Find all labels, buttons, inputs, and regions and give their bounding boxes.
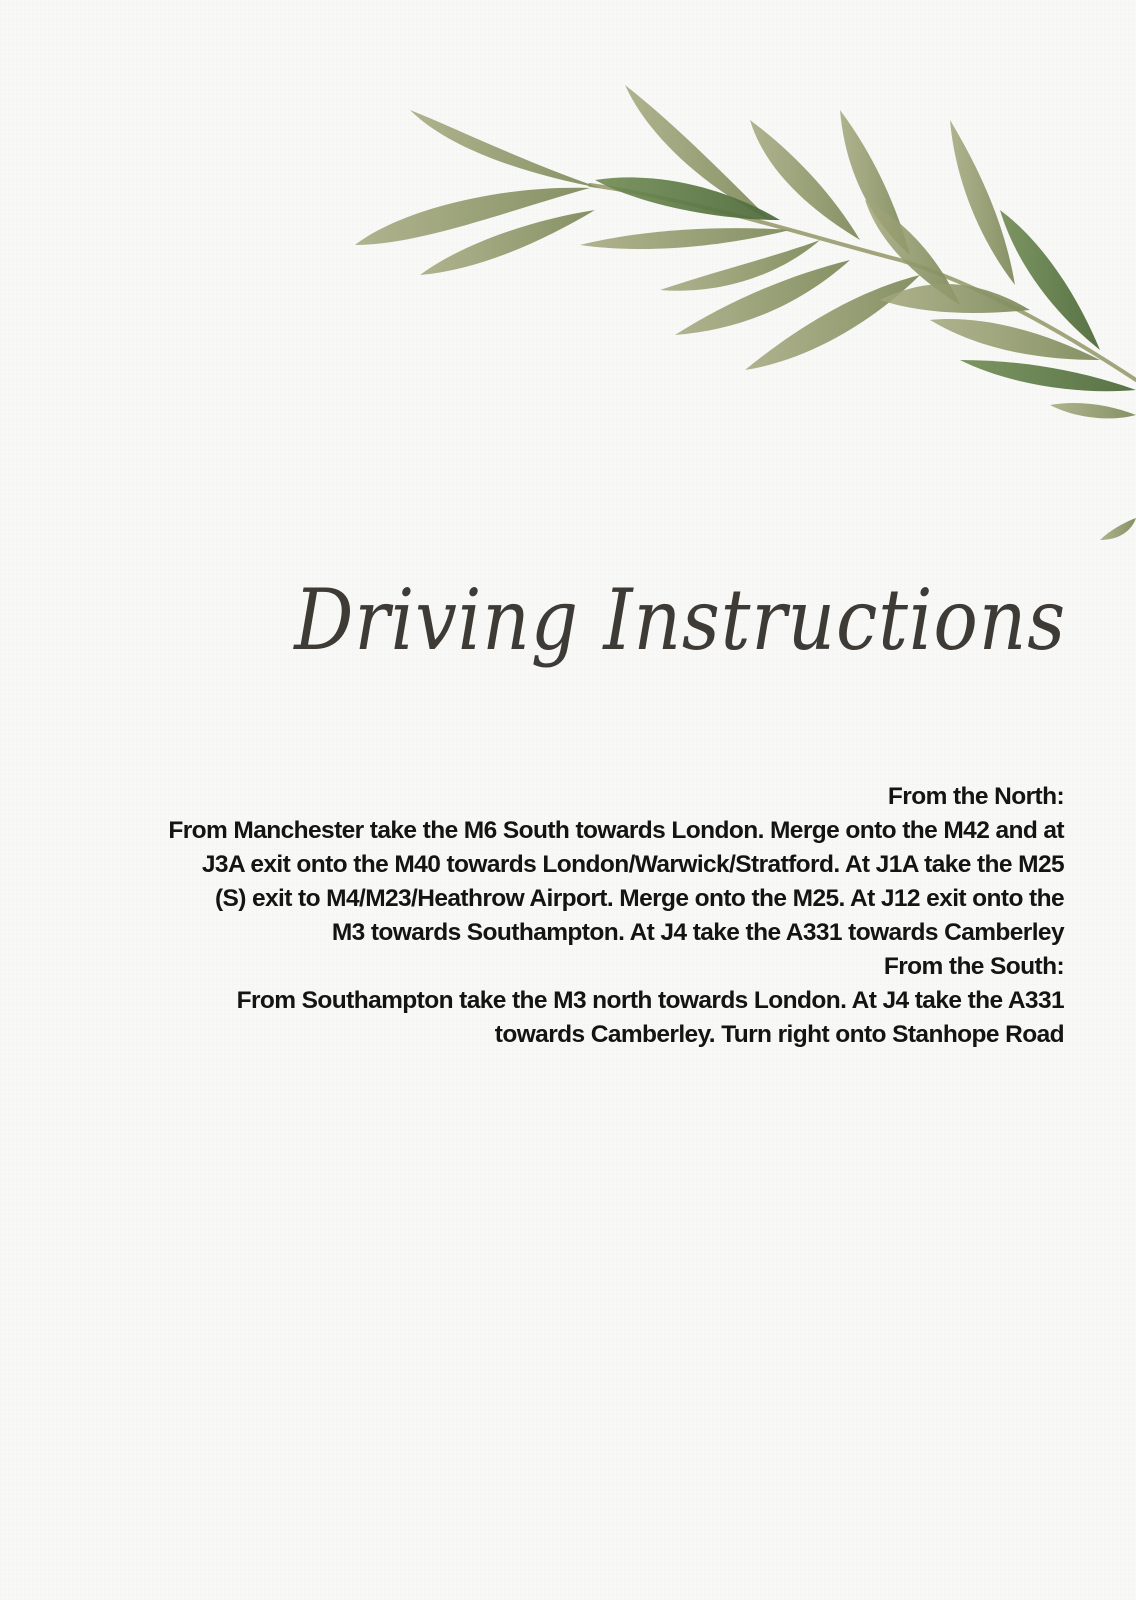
- north-line-3: (S) exit to M4/M23/Heathrow Airport. Merge onto the M25. At J12 exit onto the: [214, 885, 1064, 912]
- south-heading: From the South:: [883, 953, 1064, 980]
- page-title: Driving Instructions: [294, 571, 1066, 670]
- north-line-4: M3 towards Southampton. At J4 take the A331 towards Camberley: [331, 919, 1064, 946]
- directions-text: [40, 780, 1064, 1052]
- olive-branch-icon: [340, 60, 1136, 580]
- north-line-2: J3A exit onto the M40 towards London/Warwick/Stratford. At J1A take the M25: [201, 851, 1064, 878]
- south-line-1: From Southampton take the M3 north towards London. At J4 take the A331: [236, 987, 1064, 1014]
- north-heading: From the North:: [887, 783, 1064, 810]
- north-line-1: From Manchester take the M6 South towards London. Merge onto the M42 and at: [168, 817, 1064, 844]
- south-line-2: towards Camberley. Turn right onto Stanhope Road: [494, 1021, 1064, 1048]
